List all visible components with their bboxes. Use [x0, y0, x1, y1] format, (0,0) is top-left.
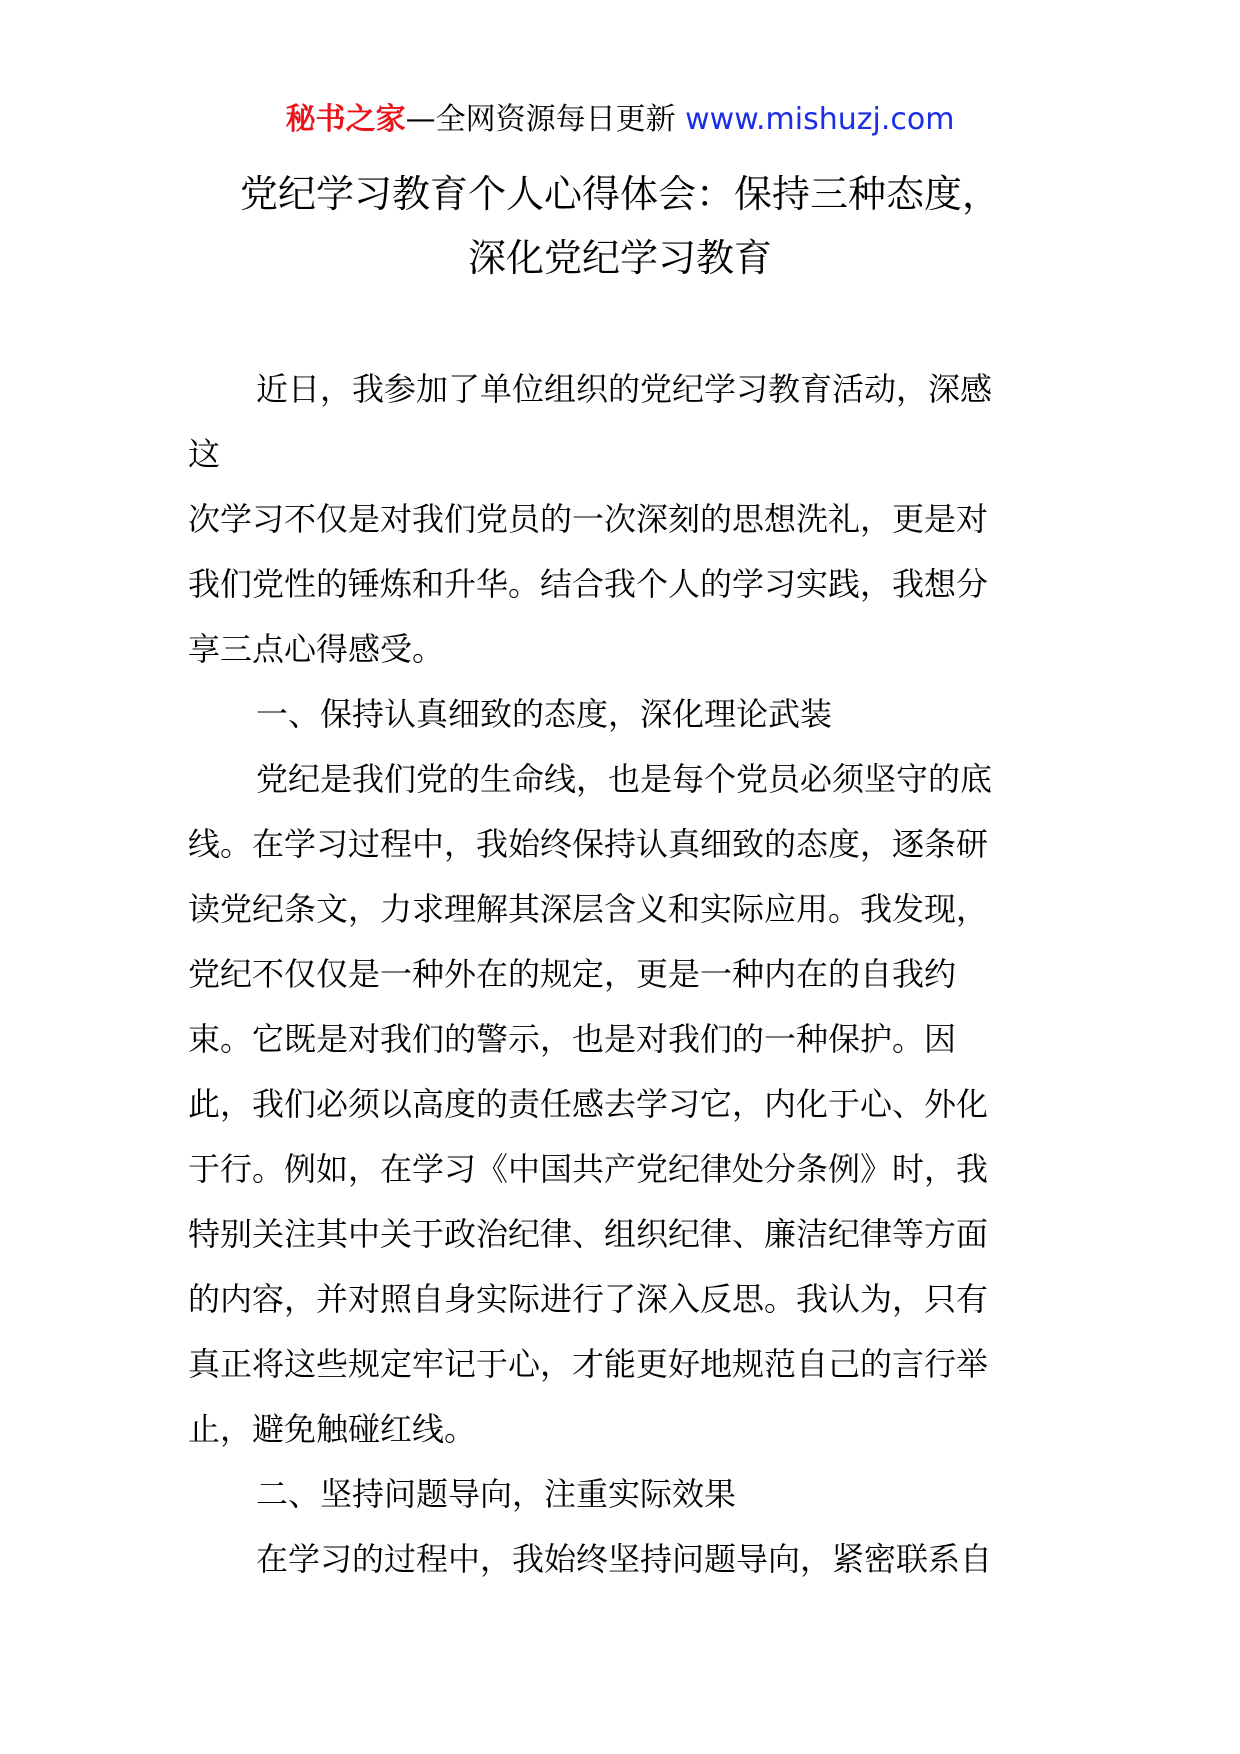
body-line: 这: [188, 435, 221, 473]
body-line: 读党纪条文，力求理解其深层含义和实际应用。我发现，: [188, 890, 989, 928]
body-line: 束。它既是对我们的警示，也是对我们的一种保护。因: [188, 1020, 957, 1058]
title-line-2: 深化党纪学习教育: [467, 236, 772, 280]
body-line: 次学习不仅是对我们党员的一次深刻的思想洗礼，更是对: [188, 500, 989, 538]
body-line: 的内容，并对照自身实际进行了深入反思。我认为，只有: [188, 1280, 989, 1318]
body-line: 特别关注其中关于政治纪律、组织纪律、廉洁纪律等方面: [188, 1215, 989, 1253]
site-url-link[interactable]: www.mishuzj.com: [685, 102, 955, 137]
section-heading-1: 一、保持认真细致的态度，深化理论武装: [256, 695, 833, 733]
document-body: [188, 357, 1050, 1592]
document-title: [0, 162, 1240, 290]
body-line: 党纪不仅仅是一种外在的规定，更是一种内在的自我约: [188, 955, 957, 993]
body-line: 享三点心得感受。: [188, 630, 445, 668]
body-line: 在学习的过程中，我始终坚持问题导向，紧密联系自: [256, 1540, 993, 1578]
body-line: 真正将这些规定牢记于心，才能更好地规范自己的言行举: [188, 1345, 989, 1383]
brand-name: 秘书之家: [285, 102, 406, 137]
body-line: 止，避免触碰红线。: [188, 1410, 477, 1448]
site-header: [0, 100, 1240, 140]
body-line: 线。在学习过程中，我始终保持认真细致的态度，逐条研: [188, 825, 989, 863]
body-line: 此，我们必须以高度的责任感去学习它，内化于心、外化: [188, 1085, 989, 1123]
body-line: 我们党性的锤炼和升华。结合我个人的学习实践，我想分: [188, 565, 989, 603]
body-line: 于行。例如，在学习《中国共产党纪律处分条例》时，我: [188, 1150, 989, 1188]
body-line: 党纪是我们党的生命线，也是每个党员必须坚守的底: [256, 760, 993, 798]
section-heading-2: 二、坚持问题导向，注重实际效果: [256, 1475, 737, 1513]
body-line: 近日，我参加了单位组织的党纪学习教育活动，深感: [256, 370, 993, 408]
title-line-1: 党纪学习教育个人心得体会：保持三种态度，: [239, 172, 1000, 216]
header-slogan: —全网资源每日更新: [405, 102, 676, 137]
